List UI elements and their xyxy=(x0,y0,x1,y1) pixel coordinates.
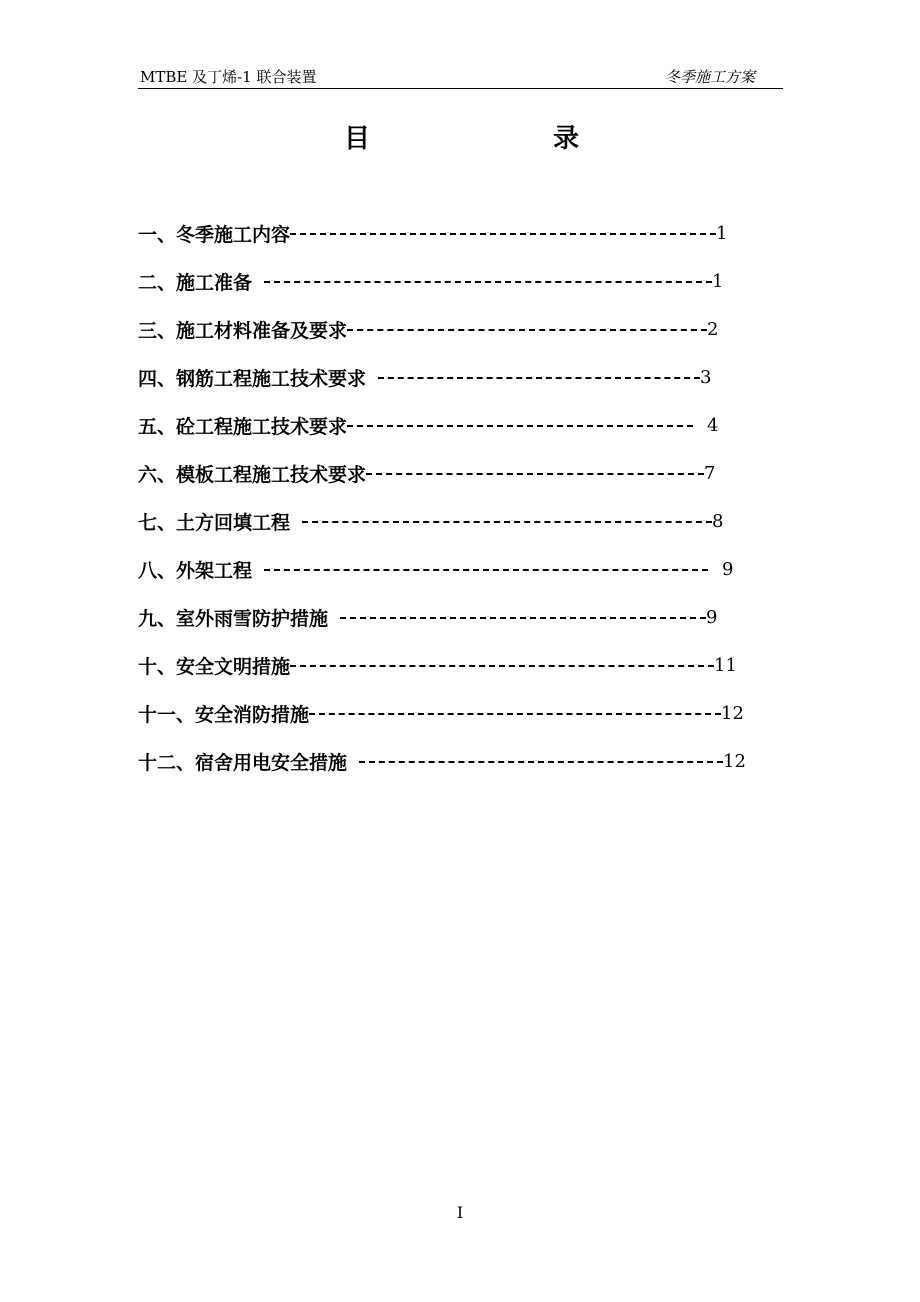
toc-entry-label: 四、钢筋工程施工技术要求 xyxy=(138,367,367,390)
toc-leader xyxy=(347,425,693,427)
toc-entry-page: 1 xyxy=(716,222,728,244)
page-number: I xyxy=(456,1203,464,1222)
toc-entry[interactable] xyxy=(138,266,723,296)
toc-entry-label: 二、施工准备 xyxy=(138,271,253,294)
toc-leader xyxy=(359,761,723,763)
toc-entry[interactable] xyxy=(138,458,715,488)
page-header xyxy=(138,64,783,89)
toc-entry-page: 12 xyxy=(723,750,746,772)
toc-entry[interactable] xyxy=(138,650,737,680)
toc-entry-label: 一、冬季施工内容 xyxy=(138,223,291,246)
toc-entry-page: 2 xyxy=(707,318,719,340)
toc-leader xyxy=(378,377,700,379)
toc-entry-page: 8 xyxy=(712,510,724,532)
toc-entry-label: 三、施工材料准备及要求 xyxy=(138,319,348,342)
toc-entry-page: 3 xyxy=(700,366,712,388)
toc-entry-page: 1 xyxy=(712,270,724,292)
toc-entry-page: 9 xyxy=(722,558,734,580)
toc-entry-page: 9 xyxy=(706,606,718,628)
toc-leader xyxy=(366,473,704,475)
toc-entry-label: 六、模板工程施工技术要求 xyxy=(138,463,367,486)
toc-entry-label: 七、土方回填工程 xyxy=(138,511,291,534)
toc-entry[interactable] xyxy=(138,362,711,392)
toc-entry[interactable] xyxy=(138,218,727,248)
title-char-2: 录 xyxy=(553,124,580,154)
page-title xyxy=(0,118,920,158)
toc-entry-label: 九、室外雨雪防护措施 xyxy=(138,607,329,630)
toc-leader xyxy=(302,521,712,523)
toc-entry-label: 十、安全文明措施 xyxy=(138,655,291,678)
toc-entry-page: 11 xyxy=(714,654,737,676)
toc-entry[interactable] xyxy=(138,410,718,440)
toc-entry[interactable] xyxy=(138,506,723,536)
toc-entry[interactable] xyxy=(138,602,717,632)
toc-leader xyxy=(290,665,714,667)
toc-entry-label: 八、外架工程 xyxy=(138,559,253,582)
toc-entry-label: 十一、安全消防措施 xyxy=(138,703,310,726)
toc-entry-page: 4 xyxy=(707,414,719,436)
toc-entry[interactable] xyxy=(138,554,733,584)
toc-leader xyxy=(340,617,706,619)
toc-leader xyxy=(309,713,721,715)
toc-leader xyxy=(347,329,707,331)
toc-entry-page: 12 xyxy=(721,702,744,724)
toc-entry[interactable] xyxy=(138,314,718,344)
toc-entry-label: 十二、宿舍用电安全措施 xyxy=(138,751,348,774)
toc-entry[interactable] xyxy=(138,746,746,776)
toc-leader xyxy=(264,569,708,571)
header-section-name: 冬季施工方案 xyxy=(664,68,755,86)
header-document-name: MTBE 及丁烯-1 联合装置 xyxy=(140,68,317,86)
title-char-1: 目 xyxy=(344,124,371,154)
toc-entry-label: 五、砼工程施工技术要求 xyxy=(138,415,348,438)
toc-entry[interactable] xyxy=(138,698,744,728)
toc-leader xyxy=(290,233,716,235)
toc-leader xyxy=(264,281,712,283)
toc-entry-page: 7 xyxy=(704,462,716,484)
